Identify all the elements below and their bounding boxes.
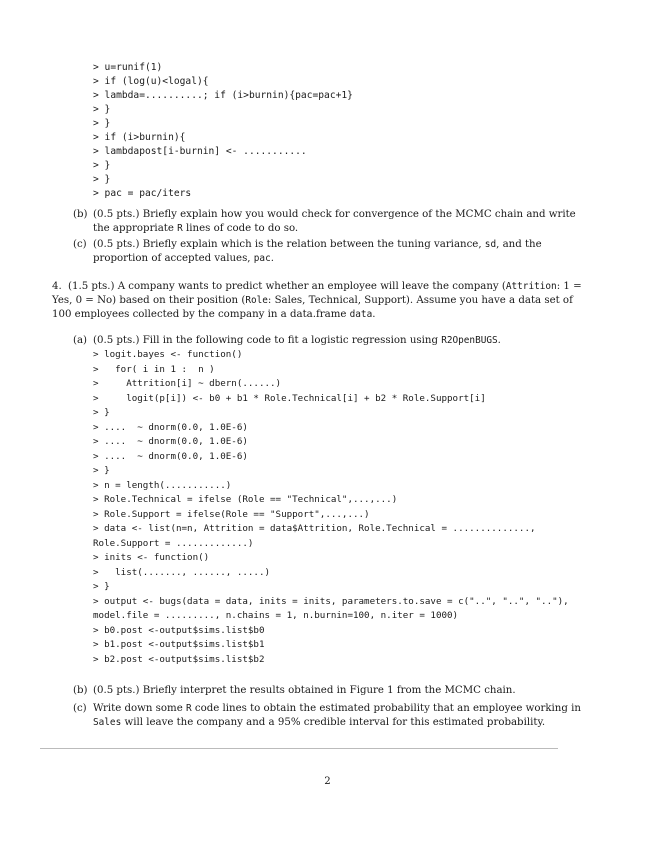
q3c-text-part: , and the proportion of accepted values,	[93, 239, 542, 264]
q4-text-part: : 1 = Yes, 0 = No) based on their position (	[52, 281, 582, 306]
code-line: > b0.post <-output$sims.list$b0	[93, 624, 265, 636]
q4-text-part: .	[372, 309, 376, 320]
q4b-text-part: Briefly interpret the results obtained in Figure 1 from the MCMC chain.	[139, 685, 516, 696]
q4c-label: (c)	[73, 703, 87, 714]
code-line: > .... ~ dnorm(0.0, 1.0E-6)	[93, 421, 248, 433]
points-label: (0.5 pts.)	[93, 335, 140, 346]
q4c-text-part: Write down some	[93, 703, 186, 714]
q4b-text	[93, 684, 588, 698]
q4-text	[52, 280, 582, 322]
inline-code: R	[185, 703, 192, 714]
code-block-logit	[93, 348, 569, 667]
inline-code: data	[349, 309, 373, 320]
q4b-label: (b)	[73, 685, 88, 696]
page-number: 2	[324, 776, 331, 787]
q4a-text	[93, 334, 588, 348]
q4a-label: (a)	[73, 335, 88, 346]
code-line: > lambdapost[i-burnin] <- ...........	[93, 146, 307, 157]
code-line: > Role.Support = ifelse(Role == "Support",...,...)	[93, 508, 370, 520]
code-line: > Attrition[i] ~ dbern(......)	[93, 378, 282, 389]
code-line: > .... ~ dnorm(0.0, 1.0E-6)	[93, 436, 248, 447]
q4-text-part: (1.5 pts.) A company wants to predict whether an employee will leave the company (	[68, 281, 506, 292]
code-line: model.file = ........., n.chains = 1, n.burnin=100, n.iter = 1000)	[93, 610, 459, 621]
q3c-label: (c)	[73, 239, 87, 250]
code-line: > logit.bayes <- function()	[93, 349, 243, 360]
q4c-text-part: code lines to obtain the estimated probability that an employee working in	[191, 703, 581, 714]
code-line: > Role.Technical = ifelse (Role == "Technical",...,...)	[93, 494, 398, 505]
code-line: > b2.post <-output$sims.list$b2	[93, 653, 265, 665]
inline-code: Sales	[93, 717, 122, 728]
code-block-mcmc	[93, 61, 353, 201]
code-line: > if (i>burnin){	[93, 132, 186, 143]
code-line: > .... ~ dnorm(0.0, 1.0E-6)	[93, 450, 248, 462]
q4a-text-part: .	[497, 335, 501, 346]
code-line: > b1.post <-output$sims.list$b1	[93, 639, 265, 650]
inline-code: R	[177, 223, 183, 234]
code-line: Role.Support = .............)	[93, 537, 254, 549]
footer-divider	[40, 748, 558, 749]
code-line: > }	[93, 118, 111, 129]
q3c-text	[93, 238, 588, 266]
inline-code: Role	[245, 295, 268, 306]
points-label: (0.5 pts.)	[93, 239, 140, 250]
code-line: > if (log(u)<logal){	[93, 76, 209, 87]
code-line: > }	[93, 174, 111, 185]
code-line: > inits <- function()	[93, 552, 210, 563]
code-line: > list(......., ......, .....)	[93, 566, 271, 578]
q3b-text-part: lines of code to do so.	[182, 223, 299, 234]
code-line: > }	[93, 407, 110, 418]
code-line: > logit(p[i]) <- b0 + b1 * Role.Technical[i] + b2 * Role.Support[i]	[93, 392, 486, 404]
q3b-label: (b)	[73, 209, 88, 220]
inline-code: sd	[484, 239, 497, 250]
q4-label: 4.	[52, 281, 62, 292]
code-line: > }	[93, 160, 111, 171]
code-line: > u=runif(1)	[93, 62, 163, 73]
code-line: > n = length(...........)	[93, 479, 232, 491]
q4c-text	[93, 702, 588, 730]
code-line: > }	[93, 465, 110, 476]
q4a-text-part: Fill in the following code to fit a logistic regression using	[139, 335, 442, 346]
q4-text-part: : Sales, Technical, Support). Assume you have a data set of 100 employees collected by the company in a data.frame	[52, 295, 573, 320]
points-label: (0.5 pts.)	[93, 685, 140, 696]
code-line: > }	[93, 104, 111, 115]
q4c-text-part: will leave the company and a 95% credible interval for this estimated probability.	[121, 717, 546, 728]
q3b-text	[93, 208, 588, 236]
code-line: > data <- list(n=n, Attrition = data$Attrition, Role.Technical = ..............,	[93, 523, 536, 534]
code-line: > lambda=..........; if (i>burnin){pac=pac+1}	[93, 90, 353, 101]
inline-code: R2OpenBUGS	[441, 335, 498, 346]
code-line: > }	[93, 581, 110, 592]
inline-code: Attrition	[505, 281, 557, 292]
q3c-text-part: Briefly explain which is the relation between the tuning variance,	[139, 239, 485, 250]
q3c-text-part: .	[270, 253, 274, 264]
q3b-text-part: Briefly explain how you would check for convergence of the MCMC chain and write the appropriate	[93, 209, 576, 234]
points-label: (0.5 pts.)	[93, 209, 140, 220]
code-line: > output <- bugs(data = data, inits = inits, parameters.to.save = c("..", "..", ".."),	[93, 595, 569, 607]
inline-code: pac	[253, 253, 271, 264]
code-line: > for( i in 1 : n )	[93, 363, 215, 375]
code-line: > pac = pac/iters	[93, 188, 192, 199]
